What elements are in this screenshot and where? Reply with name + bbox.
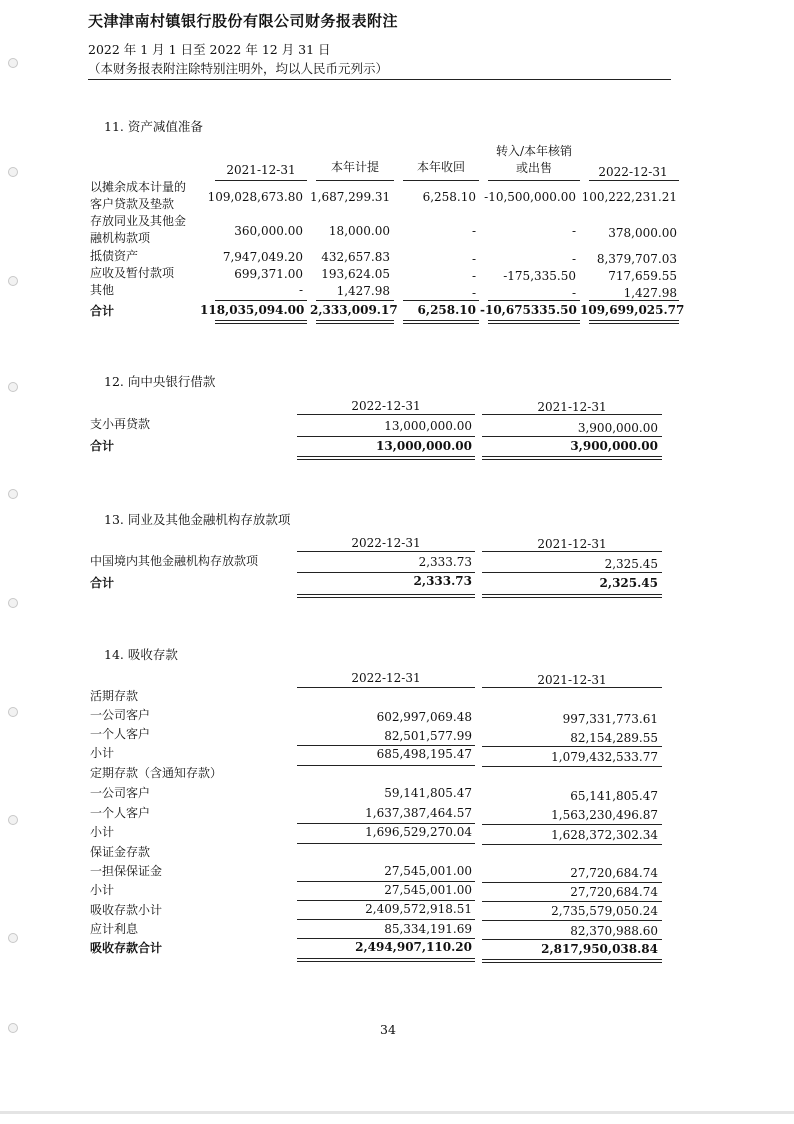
subtotal-rule bbox=[297, 919, 475, 920]
section-11-title: 11. 资产减值准备 bbox=[104, 119, 203, 134]
col-header-2021: 2021-12-31 bbox=[226, 163, 296, 177]
col-header-provision: 本年计提 bbox=[330, 160, 379, 174]
row-label-subtotal: 吸收存款小计 bbox=[90, 903, 163, 917]
col-header-2021: 2021-12-31 bbox=[537, 673, 607, 687]
table-cell: 717,659.55 bbox=[608, 269, 677, 283]
total-double-rule bbox=[589, 320, 679, 324]
binder-hole bbox=[8, 933, 18, 943]
header-rule bbox=[482, 551, 662, 552]
subtotal-rule bbox=[215, 300, 307, 301]
header-rule bbox=[482, 414, 662, 415]
report-title: 天津津南村镇银行股份有限公司财务报表附注 bbox=[88, 12, 399, 30]
table-cell-total: 2,325.45 bbox=[599, 576, 658, 590]
table-cell: 100,222,231.21 bbox=[581, 190, 677, 204]
binder-hole bbox=[8, 815, 18, 825]
header-rule bbox=[403, 180, 479, 181]
subtotal-rule bbox=[482, 572, 662, 573]
page-number: 34 bbox=[380, 1022, 396, 1037]
subtotal-rule bbox=[297, 843, 475, 844]
row-label-total: 吸收存款合计 bbox=[90, 941, 163, 955]
table-cell-total: 2,333.73 bbox=[413, 574, 472, 588]
table-cell: 997,331,773.61 bbox=[562, 712, 658, 726]
row-label: 其他 bbox=[90, 283, 115, 297]
row-label-subtotal: 小计 bbox=[90, 746, 115, 760]
table-cell: 27,720,684.74 bbox=[570, 885, 658, 899]
table-cell: 1,637,387,464.57 bbox=[365, 806, 472, 820]
row-label-total: 合计 bbox=[90, 576, 115, 590]
col-header-2021: 2021-12-31 bbox=[537, 400, 607, 414]
table-cell-total: 2,333,009.17 bbox=[310, 303, 398, 317]
col-header-writeoff: 或出售 bbox=[515, 161, 552, 175]
binder-hole bbox=[8, 382, 18, 392]
table-cell: 2,333.73 bbox=[418, 555, 472, 569]
header-rule bbox=[215, 180, 307, 181]
report-note: （本财务报表附注除特别注明外，均以人民币元列示） bbox=[88, 61, 389, 76]
subtotal-rule bbox=[482, 824, 662, 825]
col-header-2022: 2022-12-31 bbox=[598, 165, 668, 179]
row-label: 融机构款项 bbox=[90, 231, 151, 245]
table-cell: - bbox=[471, 286, 476, 300]
header-rule bbox=[297, 687, 475, 688]
table-cell: 18,000.00 bbox=[328, 224, 390, 238]
table-cell: 699,371.00 bbox=[234, 267, 303, 281]
table-cell: 13,000,000.00 bbox=[384, 419, 472, 433]
col-header-2022: 2022-12-31 bbox=[351, 536, 421, 550]
total-double-rule bbox=[316, 320, 394, 324]
binder-hole bbox=[8, 707, 18, 717]
section-13-title: 13. 同业及其他金融机构存放款项 bbox=[104, 512, 291, 527]
row-label: 定期存款（含通知存款） bbox=[90, 766, 223, 780]
binder-hole bbox=[8, 489, 18, 499]
subtotal-rule bbox=[297, 881, 475, 882]
row-label: 应收及暂付款项 bbox=[90, 266, 175, 280]
subtotal-rule bbox=[482, 901, 662, 902]
subtotal-rule bbox=[297, 745, 475, 746]
table-cell: 3,900,000.00 bbox=[577, 421, 658, 435]
row-label: 中国境内其他金融机构存放款项 bbox=[90, 554, 259, 568]
binder-hole bbox=[8, 58, 18, 68]
row-label: 支小再贷款 bbox=[90, 417, 151, 431]
table-cell-total: 3,900,000.00 bbox=[570, 439, 658, 453]
table-cell-total: 109,699,025.77 bbox=[580, 303, 685, 317]
binder-hole bbox=[8, 1023, 18, 1033]
table-cell: 1,563,230,496.87 bbox=[551, 808, 658, 822]
report-period: 2022 年 1 月 1 日至 2022 年 12 月 31 日 bbox=[88, 42, 331, 57]
table-cell: 65,141,805.47 bbox=[570, 789, 658, 803]
table-cell: 1,427.98 bbox=[623, 286, 677, 300]
subtotal-rule bbox=[589, 300, 679, 301]
table-cell-total: 6,258.10 bbox=[417, 303, 476, 317]
subtotal-rule bbox=[482, 920, 662, 921]
binder-hole bbox=[8, 276, 18, 286]
row-label-subtotal: 小计 bbox=[90, 883, 115, 897]
subtotal-rule bbox=[482, 746, 662, 747]
row-label: 抵债资产 bbox=[90, 249, 139, 263]
subtotal-rule bbox=[297, 900, 475, 901]
table-cell-total: 2,817,950,038.84 bbox=[541, 942, 658, 956]
row-label: 一个人客户 bbox=[90, 806, 151, 820]
header-rule bbox=[488, 180, 580, 181]
table-cell: -175,335.50 bbox=[503, 269, 576, 283]
total-double-rule bbox=[482, 594, 662, 598]
row-label-subtotal: 小计 bbox=[90, 825, 115, 839]
table-cell-total: -10,675335.50 bbox=[480, 303, 577, 317]
table-cell: 1,427.98 bbox=[336, 284, 390, 298]
table-cell: 360,000.00 bbox=[234, 224, 303, 238]
row-label-total: 合计 bbox=[90, 304, 115, 318]
table-cell: -10,500,000.00 bbox=[484, 190, 576, 204]
table-cell: 1,687,299.31 bbox=[310, 190, 391, 204]
table-cell: 2,325.45 bbox=[604, 557, 658, 571]
table-cell: 2,409,572,918.51 bbox=[365, 902, 472, 916]
col-header-transfer: 转入/本年核销 bbox=[495, 144, 573, 158]
subtotal-rule bbox=[482, 844, 662, 845]
col-header-2022: 2022-12-31 bbox=[351, 671, 421, 685]
table-cell: 27,720,684.74 bbox=[570, 866, 658, 880]
table-cell-total: 2,494,907,110.20 bbox=[355, 940, 472, 954]
table-cell: 27,545,001.00 bbox=[384, 883, 472, 897]
table-cell: - bbox=[298, 283, 303, 297]
row-label-total: 合计 bbox=[90, 439, 115, 453]
row-label: 一公司客户 bbox=[90, 708, 151, 722]
row-label: 活期存款 bbox=[90, 689, 139, 703]
table-cell-total: 13,000,000.00 bbox=[375, 439, 472, 453]
total-double-rule bbox=[488, 320, 580, 324]
subtotal-rule bbox=[297, 938, 475, 939]
table-cell: 432,657.83 bbox=[321, 250, 390, 264]
table-cell: 378,000.00 bbox=[608, 226, 677, 240]
table-cell: - bbox=[571, 286, 576, 300]
table-cell: 82,501,577.99 bbox=[384, 729, 472, 743]
total-double-rule bbox=[482, 456, 662, 460]
binder-hole bbox=[8, 598, 18, 608]
table-cell: 59,141,805.47 bbox=[384, 786, 472, 800]
subtotal-rule bbox=[488, 300, 580, 301]
table-cell: 6,258.10 bbox=[422, 190, 476, 204]
header-rule bbox=[316, 180, 394, 181]
total-double-rule bbox=[297, 456, 475, 460]
col-header-2021: 2021-12-31 bbox=[537, 537, 607, 551]
table-cell: 1,696,529,270.04 bbox=[365, 825, 472, 839]
subtotal-rule bbox=[482, 882, 662, 883]
table-cell: 82,370,988.60 bbox=[570, 924, 658, 938]
binder-hole bbox=[8, 167, 18, 177]
header-rule bbox=[88, 79, 671, 80]
row-label: 保证金存款 bbox=[90, 845, 151, 859]
subtotal-rule bbox=[297, 436, 475, 437]
section-14-title: 14. 吸收存款 bbox=[104, 647, 178, 662]
table-cell: 1,628,372,302.34 bbox=[551, 828, 658, 842]
total-double-rule bbox=[215, 320, 307, 324]
row-label: 客户贷款及垫款 bbox=[90, 197, 175, 211]
table-cell: 8,379,707.03 bbox=[596, 252, 677, 266]
row-label: 一公司客户 bbox=[90, 786, 151, 800]
header-rule bbox=[297, 551, 475, 552]
subtotal-rule bbox=[297, 823, 475, 824]
table-cell: 109,028,673.80 bbox=[207, 190, 303, 204]
table-cell-total: 118,035,094.00 bbox=[200, 303, 305, 317]
subtotal-rule bbox=[316, 300, 394, 301]
header-rule bbox=[589, 180, 679, 181]
total-double-rule bbox=[403, 320, 479, 324]
col-header-recovery: 本年收回 bbox=[416, 160, 465, 174]
table-cell: 82,154,289.55 bbox=[570, 731, 658, 745]
row-label: 一担保保证金 bbox=[90, 864, 163, 878]
row-label: 存放同业及其他金 bbox=[90, 214, 187, 228]
scan-bottom-edge bbox=[0, 1111, 794, 1114]
col-header-2022: 2022-12-31 bbox=[351, 399, 421, 413]
table-cell: - bbox=[571, 252, 576, 266]
section-12-title: 12. 向中央银行借款 bbox=[104, 374, 216, 389]
table-cell: 85,334,191.69 bbox=[384, 922, 472, 936]
header-rule bbox=[482, 687, 662, 688]
subtotal-rule bbox=[482, 436, 662, 437]
table-cell: 602,997,069.48 bbox=[376, 710, 472, 724]
subtotal-rule bbox=[403, 300, 479, 301]
table-cell: - bbox=[471, 252, 476, 266]
table-cell: 2,735,579,050.24 bbox=[551, 904, 658, 918]
subtotal-rule bbox=[482, 939, 662, 940]
table-cell: - bbox=[571, 224, 576, 238]
table-cell: - bbox=[471, 224, 476, 238]
subtotal-rule bbox=[297, 765, 475, 766]
table-cell: - bbox=[471, 269, 476, 283]
total-double-rule bbox=[297, 594, 475, 598]
table-cell: 685,498,195.47 bbox=[376, 747, 472, 761]
header-rule bbox=[297, 414, 475, 415]
total-double-rule bbox=[297, 958, 475, 962]
subtotal-rule bbox=[482, 766, 662, 767]
row-label: 应计利息 bbox=[90, 922, 139, 936]
table-cell: 193,624.05 bbox=[321, 267, 390, 281]
table-cell: 1,079,432,533.77 bbox=[551, 750, 658, 764]
row-label: 一个人客户 bbox=[90, 727, 151, 741]
table-cell: 27,545,001.00 bbox=[384, 864, 472, 878]
total-double-rule bbox=[482, 959, 662, 963]
subtotal-rule bbox=[297, 572, 475, 573]
table-cell: 7,947,049.20 bbox=[222, 250, 303, 264]
row-label: 以摊余成本计量的 bbox=[90, 180, 187, 194]
